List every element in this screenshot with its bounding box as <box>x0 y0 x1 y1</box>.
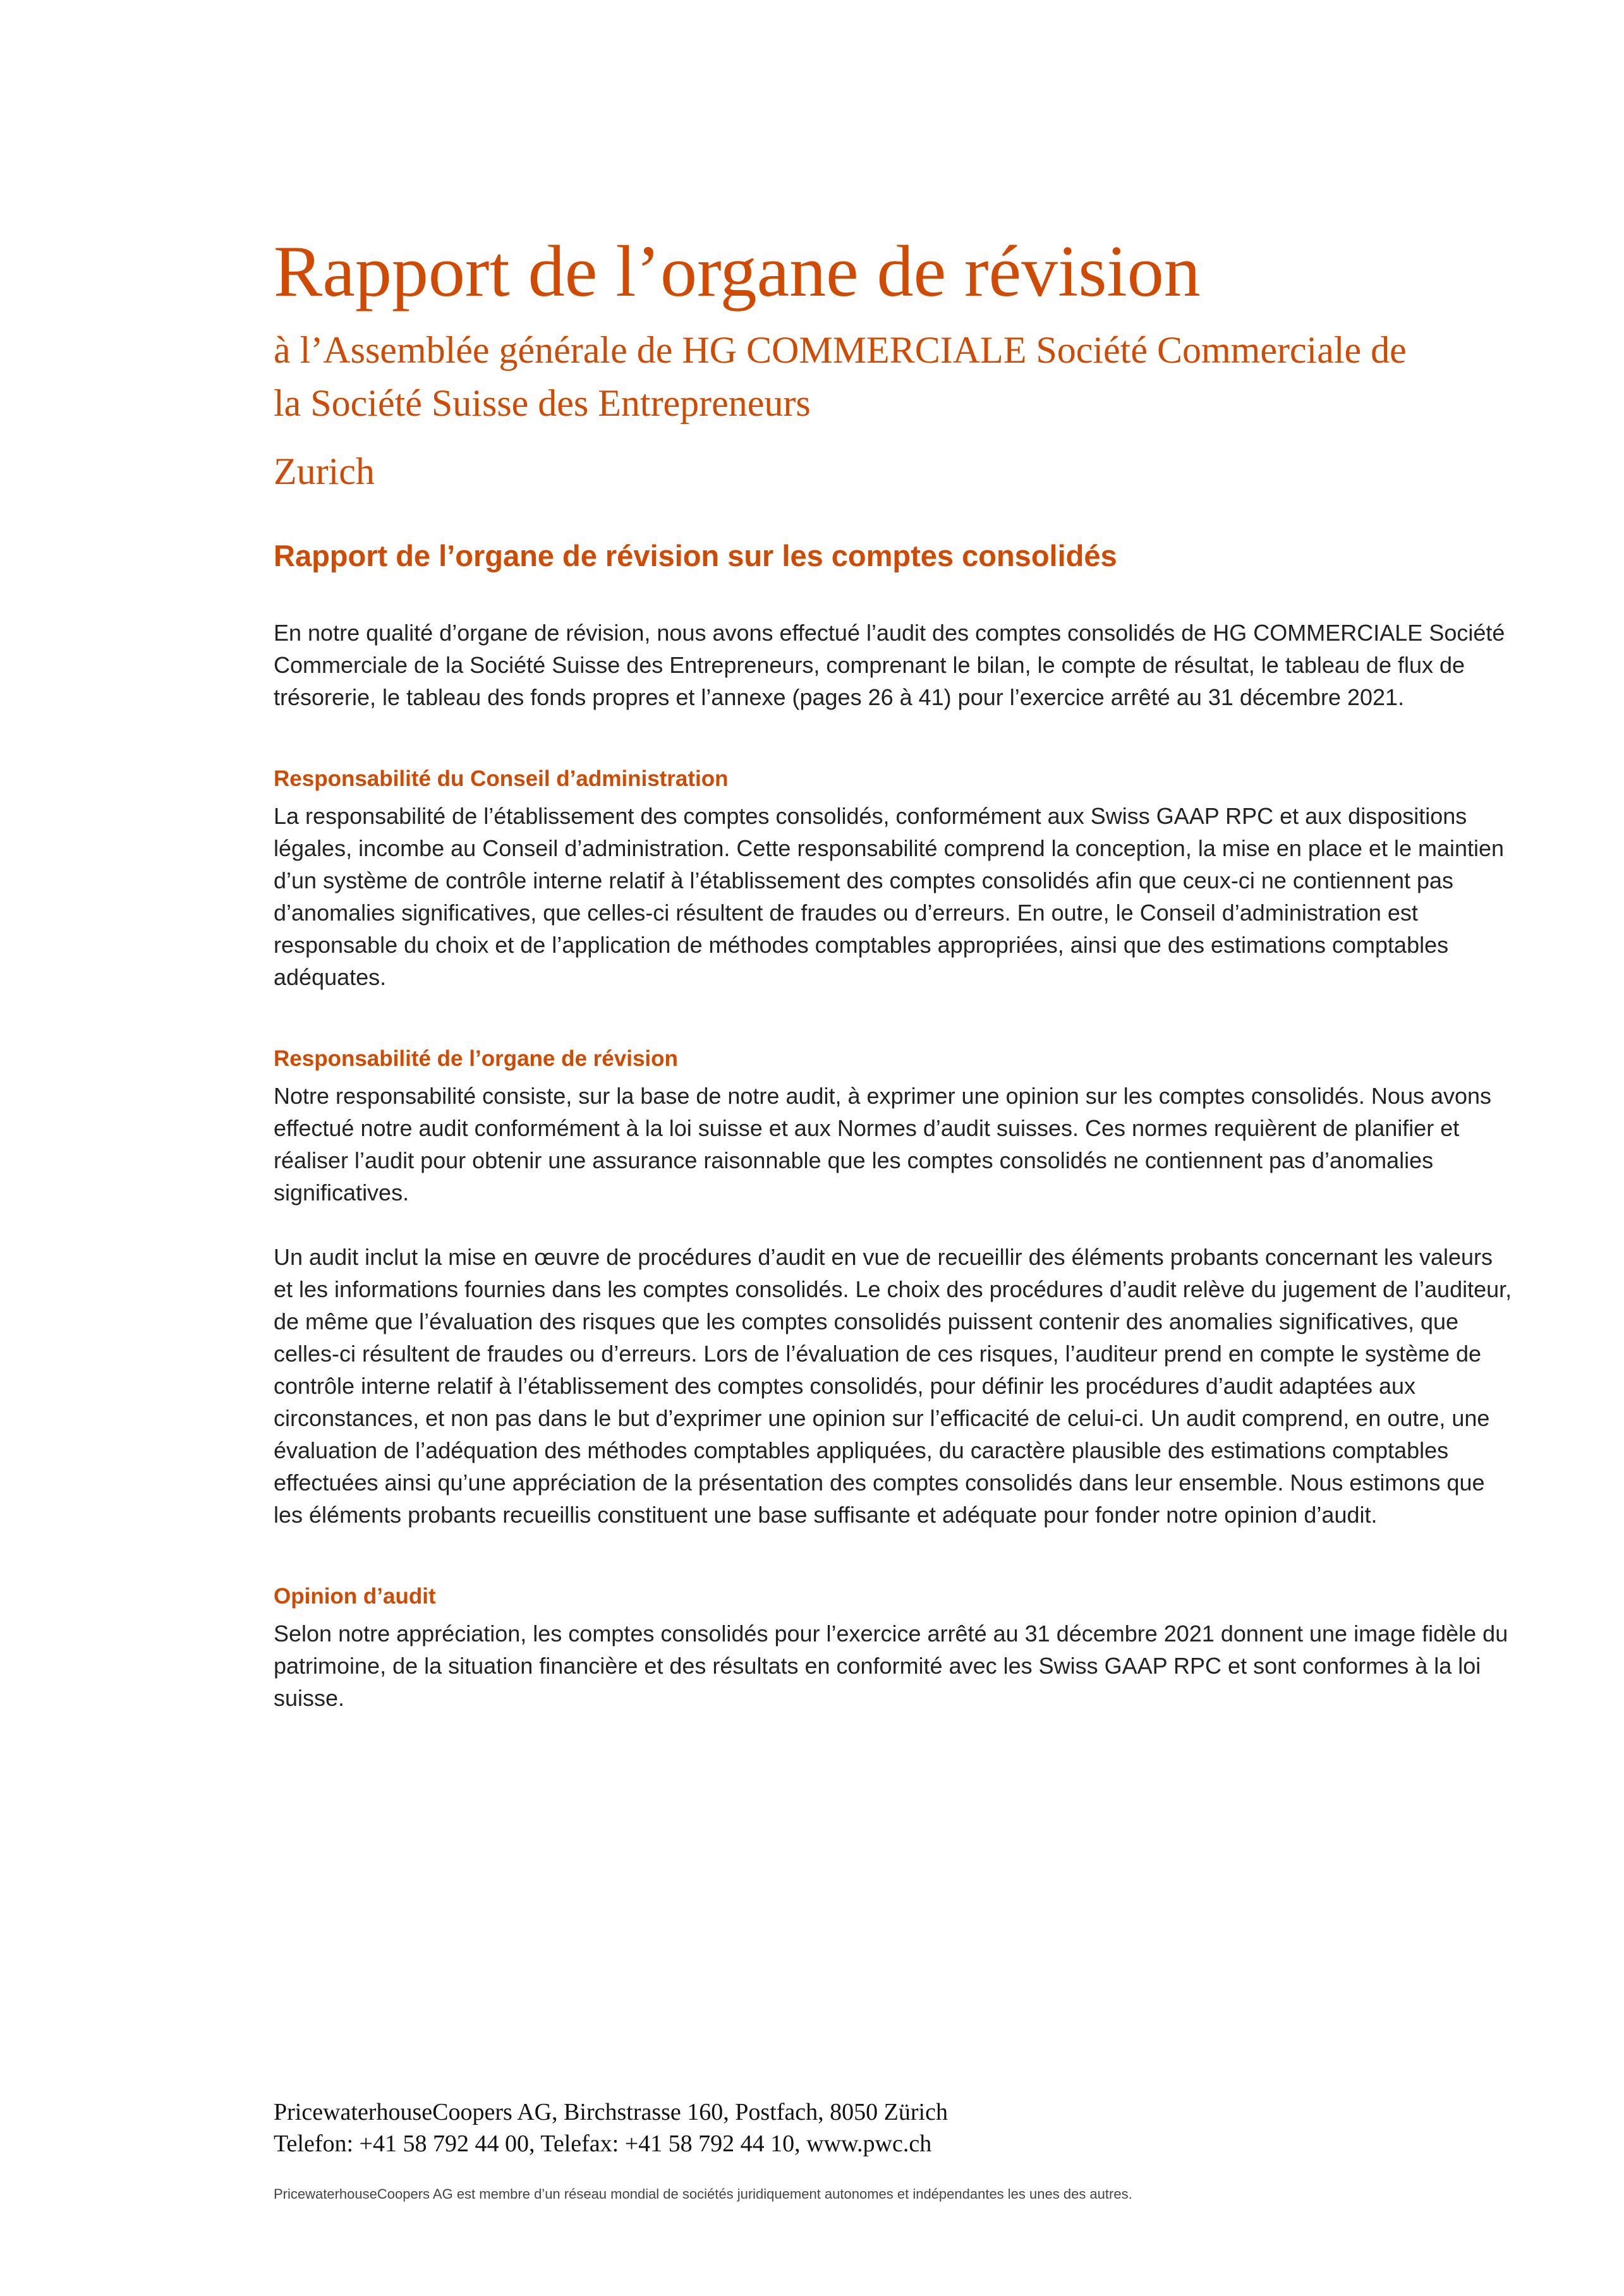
auditor-responsibility-paragraph-1: Notre responsabilité consiste, sur la base de notre audit, à exprimer une opinion sur les comptes consolidés. Nous avons effectué notre audit conformément à la loi suisse et aux Normes d’audit suisses. Ces normes requièrent de planifier et réaliser l’audit pour obtenir une assurance raisonnable que les comptes consolidés ne contiennent pas d’anomalies significatives. <box>274 1083 1492 1205</box>
section-heading: Rapport de l’organe de révision sur les comptes consolidés <box>274 539 1117 572</box>
report-content <box>274 227 1515 1714</box>
footer-network-note: PricewaterhouseCoopers AG est membre d’un réseau mondial de sociétés juridiquement autonomes et indépendantes les unes des autres. <box>274 2186 1132 2202</box>
opinion-heading: Opinion d’audit <box>274 1584 436 1609</box>
board-responsibility-paragraph: La responsabilité de l’établissement des comptes consolidés, conformément aux Swiss GAAP RPC et aux dispositions légales, incombe au Conseil d’administration. Cette responsabilité comprend la conception, la mise en place et le maintien d’un système de contrôle interne relatif à l’établissement des comptes consolidés afin que ceux-ci ne contiennent pas d’anomalies significatives, que celles-ci résultent de fraudes ou d’erreurs. En outre, le Conseil d’administration est responsable du choix et de l’application de méthodes comptables appropriées, ainsi que des estimations comptables adéquates. <box>274 803 1505 990</box>
opinion-paragraph: Selon notre appréciation, les comptes consolidés pour l’exercice arrêté au 31 décembre 2021 donnent une image fidèle du patrimoine, de la situation financière et des résultats en conformité avec les Swiss GAAP RPC et sont conformes à la loi suisse. <box>274 1621 1508 1711</box>
subtitle-line-2: la Société Suisse des Entrepreneurs <box>274 382 811 424</box>
auditor-responsibility-paragraph-2: Un audit inclut la mise en œuvre de procédures d’audit en vue de recueillir des éléments probants concernant les valeurs et les informations fournies dans les comptes consolidés. Le choix des procédures d’audit relève du jugement de l’auditeur, de même que l’évaluation des risques que les comptes consolidés puissent contenir des anomalies significatives, que celles-ci résultent de fraudes ou d’erreurs. Lors de l’évaluation de ces risques, l’auditeur prend en compte le système de contrôle interne relatif à l’établissement des comptes consolidés, pour définir les procédures d’audit adaptées aux circonstances, et non pas dans le but d’exprimer une opinion sur l’efficacité de celui-ci. Un audit comprend, en outre, une évaluation de l’adéquation des méthodes comptables appliquées, du caractère plausible des estimations comptables effectuées ainsi qu’une appréciation de la présentation des comptes consolidés dans leur ensemble. Nous estimons que les éléments probants recueillis constituent une base suffisante et adéquate pour fonder notre opinion d’audit. <box>274 1244 1512 1528</box>
report-city: Zurich <box>274 450 375 492</box>
subtitle-line-1: à l’Assemblée générale de HG COMMERCIALE Société Commerciale de <box>274 329 1407 371</box>
board-responsibility-heading: Responsabilité du Conseil d’administration <box>274 766 729 791</box>
report-title: Rapport de l’organe de révision <box>274 231 1201 312</box>
intro-block <box>274 617 1515 713</box>
footer <box>274 2096 1515 2160</box>
intro-paragraph: En notre qualité d’organe de révision, nous avons effectué l’audit des comptes consolidés de HG COMMERCIALE Société Commerciale de la Société Suisse des Entrepreneurs, comprenant le bilan, le compte de résultat, le tableau de flux de trésorerie, le tableau des fonds propres et l’annexe (pages 26 à 41) pour l’exercice arrêté au 31 décembre 2021. <box>274 620 1505 710</box>
footer-contact: Telefon: +41 58 792 44 00, Telefax: +41 58 792 44 10, www.pwc.ch <box>274 2130 932 2157</box>
auditor-responsibility-heading: Responsabilité de l’organe de révision <box>274 1046 678 1071</box>
footer-address: PricewaterhouseCoopers AG, Birchstrasse 160, Postfach, 8050 Zürich <box>274 2099 948 2125</box>
report-subtitle <box>274 323 1515 430</box>
